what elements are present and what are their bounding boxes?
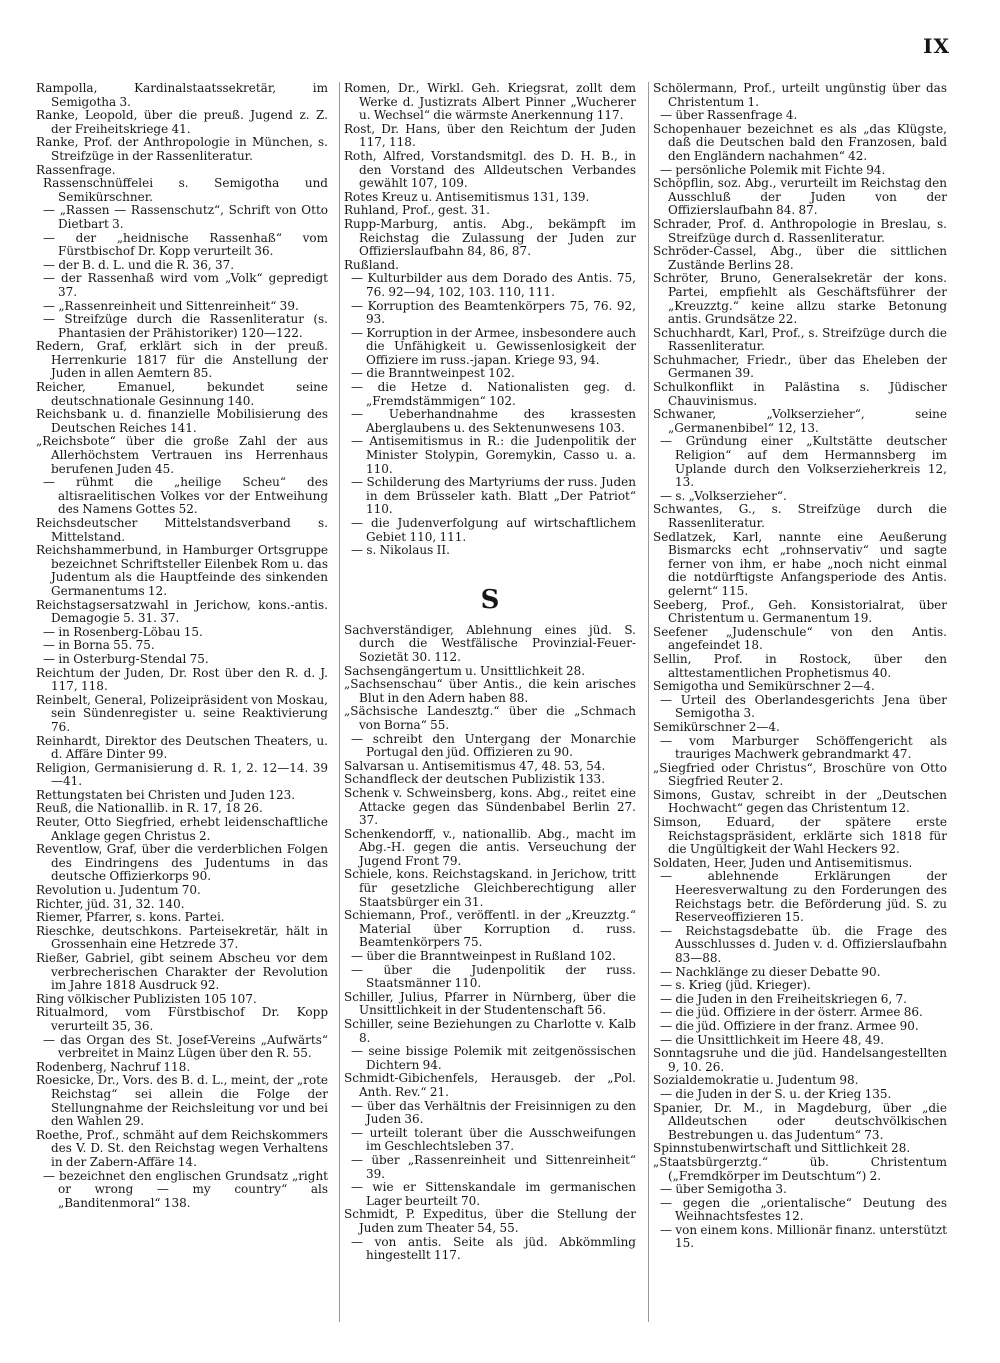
index-entry: Schwantes, G., s. Streifzüge durch die Rassenliteratur. <box>653 502 947 530</box>
index-entry: Reichstagsersatzwahl in Jerichow, kons.-antis. Demagogie 5. 31. 37. <box>36 597 328 626</box>
index-entry: Spanier, Dr. M., in Magdeburg, über „die Alldeutschen oder deutschvölkischen Bestrebungen u. das Judentum“ 73. <box>653 1100 947 1142</box>
index-entry: Schiele, kons. Reichstagskand. in Jerichow, tritt für gesetzliche Gleichberechtigung aller Staatsbürger ein 31. <box>344 867 636 909</box>
index-subentry: — über Semigotha 3. <box>660 1182 787 1197</box>
index-entry: Roth, Alfred, Vorstandsmitgl. des D. H. B., in den Vorstand des Alldeutschen Verbandes gewählt 107, 109. <box>344 148 636 191</box>
index-subentry: — die Hetze d. Nationalisten geg. d. „Fremdstämmigen“ 102. <box>351 380 636 408</box>
index-entry: Roesicke, Dr., Vors. des B. d. L., meint, der „rote Reichstag“ sei allein die Folge der Stellungnahme der Reichsleitung vor und bei den Wahlen 29. <box>36 1073 328 1129</box>
index-subentry: — bezeichnet den englischen Grundsatz „right or wrong — my country“ als „Banditenmoral“ 138. <box>43 1168 328 1210</box>
column-divider <box>648 82 649 1322</box>
index-entry: Reuß, die Nationallib. in R. 17, 18 26. <box>36 801 263 816</box>
index-subentry: — Reichstagsdebatte üb. die Frage des Ausschlusses d. Juden v. d. Offizierslaufbahn 83—88. <box>660 923 947 965</box>
index-column-2 <box>344 82 636 1344</box>
index-entry: Schmidt, P. Expeditus, über die Stellung der Juden zum Theater 54, 55. <box>344 1207 636 1235</box>
index-subentry: — über „Rassenreinheit und Sittenreinheit“ 39. <box>351 1152 636 1181</box>
index-subentry: — die Juden in den Freiheitskriegen 6, 7. <box>660 991 907 1006</box>
section-letter-heading: S <box>480 584 500 615</box>
index-entry: Ruhland, Prof., gest. 31. <box>344 203 490 218</box>
index-entry: Soldaten, Heer, Juden und Antisemitismus. <box>653 855 913 870</box>
index-entry: Reicher, Emanuel, bekundet seine deutschnationale Gesinnung 140. <box>36 380 328 408</box>
index-entry: Riemer, Pfarrer, s. kons. Partei. <box>36 910 225 925</box>
index-subentry: — Streifzüge durch die Rassenliteratur (s. Phantasien der Prähistoriker) 120—122. <box>43 312 328 340</box>
index-entry: Religion, Germanisierung d. R. 1, 2. 12—14. 39—41. <box>36 760 328 789</box>
index-entry: Rotes Kreuz u. Antisemitismus 131, 139. <box>344 189 590 204</box>
index-entry: Sozialdemokratie u. Judentum 98. <box>653 1073 859 1088</box>
index-entry: Reichsbank u. d. finanzielle Mobilisierung des Deutschen Reiches 141. <box>36 407 328 435</box>
index-subentry: — über das Verhältnis der Freisinnigen zu den Juden 36. <box>351 1098 636 1127</box>
index-entry: Seeberg, Prof., Geh. Konsistorialrat, über Christentum u. Germanentum 19. <box>653 597 947 626</box>
index-subentry: — Kulturbilder aus dem Dorado des Antis. 75, 76. 92—94, 102, 103. 110, 111. <box>351 271 636 299</box>
index-subentry: — urteilt tolerant über die Ausschweifungen im Geschlechtsleben 37. <box>351 1125 636 1154</box>
index-entry: Reichtum der Juden, Dr. Rost über den R. d. J. 117, 118. <box>36 665 328 694</box>
index-entry: Schiller, seine Beziehungen zu Charlotte v. Kalb 8. <box>344 1017 636 1045</box>
index-entry: Schröter, Bruno, Generalsekretär der kons. Partei, empfiehlt als Geschäftsführer der „Kreuzztg.“ keine allzu starke Betonung antis. Grundsätze 22. <box>653 271 947 327</box>
index-entry: „Sächsische Landesztg.“ über die „Schmach von Borna“ 55. <box>344 704 636 732</box>
index-subentry: — die jüd. Offiziere in der franz. Armee 90. <box>660 1018 919 1033</box>
index-entry: Reinbelt, General, Polizeipräsident von Moskau, sein Sündenregister u. seine Reaktivierung 76. <box>36 692 328 734</box>
index-subentry: — der „heidnische Rassenhaß“ vom Fürstbischof Dr. Kopp verurteilt 36. <box>43 230 328 259</box>
index-entry: Ranke, Leopold, über die preuß. Jugend z. Z. der Freiheitskriege 41. <box>36 108 328 136</box>
index-subentry: — Antisemitismus in R.: die Judenpolitik der Minister Stolypin, Goremykin, Casso u. a. 110. <box>351 434 636 476</box>
index-subentry: — seine bissige Polemik mit zeitgenössischen Dichtern 94. <box>351 1044 636 1072</box>
index-subentry: — s. Krieg (jüd. Krieger). <box>660 978 811 993</box>
index-subentry: — Gründung einer „Kultstätte deutscher Religion“ auf dem Hermannsberg im Uplande durch den Volkserzieherkreis 12, 13. <box>660 434 947 490</box>
index-column-3 <box>653 82 947 1344</box>
index-entry: Ring völkischer Publizisten 105 107. <box>36 991 257 1006</box>
index-entry: Redern, Graf, erklärt sich in der preuß. Herrenkurie 1817 für die Anstellung der Juden in allen Aemtern 85. <box>36 339 328 381</box>
column-divider <box>339 82 340 1322</box>
index-entry: Richter, jüd. 31, 32. 140. <box>36 896 185 911</box>
index-subentry: — in Rosenberg-Löbau 15. <box>43 624 203 639</box>
index-entry: Rampolla, Kardinalstaatssekretär, im Semigotha 3. <box>36 82 328 109</box>
index-subentry: — „Rassenreinheit und Sittenreinheit“ 39. <box>43 298 299 313</box>
index-entry: Reichsdeutscher Mittelstandsverband s. Mittelstand. <box>36 516 328 544</box>
index-subentry: — Ueberhandnahme des krassesten Aberglaubens u. des Sektenunwesens 103. <box>351 407 636 435</box>
index-subentry: — s. Nikolaus II. <box>351 543 450 558</box>
index-entry: „Siegfried oder Christus“, Broschüre von Otto Siegfried Reuter 2. <box>653 760 947 789</box>
index-subentry: — von antis. Seite als jüd. Abkömmling hingestellt 117. <box>351 1234 636 1263</box>
index-entry: Salvarsan u. Antisemitismus 47, 48. 53, 54. <box>344 758 606 773</box>
index-subentry: — Schilderung des Martyriums der russ. Juden in dem Brüsseler kath. Blatt „Der Patriot“ 110. <box>351 475 636 517</box>
index-subentry: — die Juden in der S. u. der Krieg 135. <box>660 1086 892 1101</box>
index-subentry: — persönliche Polemik mit Fichte 94. <box>660 162 886 177</box>
index-entry: Roethe, Prof., schmäht auf dem Reichskommers des V. D. St. den Reichstag wegen Verhaltens in der Zabern-Affäre 14. <box>36 1127 328 1169</box>
page-number: IX <box>923 34 950 58</box>
index-entry: Schulkonflikt in Palästina s. Jüdischer Chauvinismus. <box>653 380 947 408</box>
index-subentry: — wie er Sittenskandale im germanischen Lager beurteilt 70. <box>351 1180 636 1208</box>
index-subentry: — die jüd. Offiziere in der österr. Armee 86. <box>660 1005 923 1020</box>
index-entry: Simons, Gustav, schreibt in der „Deutschen Hochwacht“ gegen das Christentum 12. <box>653 787 947 816</box>
index-entry: Schenk v. Schweinsberg, kons. Abg., reitet eine Attacke gegen das Sündenbabel Berlin 27. 37. <box>344 785 636 828</box>
index-entry: Rodenberg, Nachruf 118. <box>36 1059 191 1074</box>
index-entry: Schopenhauer bezeichnet es als „das Klügste, daß die Deutschen bald den Franzosen, bald den Engländern nachahmen“ 42. <box>653 121 947 163</box>
index-entry: Schmidt-Gibichenfels, Herausgeb. der „Pol. Anth. Rev.“ 21. <box>344 1071 636 1099</box>
index-entry: Schiemann, Prof., veröffentl. in der „Kreuzztg.“ Material über Korruption d. russ. Beamtenkörpers 75. <box>344 908 636 950</box>
index-entry: Spinnstubenwirtschaft und Sittlichkeit 28. <box>653 1141 911 1156</box>
index-subentry: Rassenschnüffelei s. Semigotha und Semikürschner. <box>43 176 328 204</box>
index-subentry: — rühmt die „heilige Scheu“ des altisraelitischen Volkes vor der Entweihung des Namens Gottes 52. <box>43 475 328 517</box>
index-entry: Sellin, Prof. in Rostock, über den alttestamentlichen Prophetismus 40. <box>653 651 947 680</box>
index-subentry: — Urteil des Oberlandesgerichts Jena über Semigotha 3. <box>660 692 947 721</box>
index-entry: Schröder-Cassel, Abg., über die sittlichen Zustände Berlins 28. <box>653 244 947 272</box>
index-subentry: — Korruption des Beamtenkörpers 75, 76. 92, 93. <box>351 298 636 327</box>
index-subentry: — die Unsittlichkeit im Heere 48, 49. <box>660 1032 885 1047</box>
index-entry: Sonntagsruhe und die jüd. Handelsangestellten 9, 10. 26. <box>653 1046 947 1074</box>
index-entry: Schenkendorff, v., nationallib. Abg., macht im Abg.-H. gegen die antis. Verseuchung der Jugend Front 79. <box>344 826 636 868</box>
index-subentry: — die Branntweinpest 102. <box>351 366 515 381</box>
index-entry: Semigotha und Semikürschner 2—4. <box>653 679 875 694</box>
index-entry: Reventlow, Graf, über die verderblichen Folgen des Eindringens des Judentums in das deutsche Offizierkorps 90. <box>36 842 328 884</box>
index-subentry: — die Judenverfolgung auf wirtschaftlichem Gebiet 110, 111. <box>351 516 636 544</box>
index-subentry: — der B. d. L. und die R. 36, 37. <box>43 257 235 272</box>
index-subentry: — der Rassenhaß wird vom „Volk“ gepredigt 37. <box>43 271 328 299</box>
index-entry: Seefener „Judenschule“ von den Antis. angefeindet 18. <box>653 624 947 653</box>
index-subentry: — in Borna 55. 75. <box>43 638 155 653</box>
index-entry: Schrader, Prof. d. Anthropologie in Breslau, s. Streifzüge durch d. Rassenliteratur. <box>653 216 947 245</box>
index-subentry: — das Organ des St. Josef-Vereins „Aufwärts“ verbreitet in Mainz Lügen über den R. 55. <box>43 1032 328 1061</box>
index-entry: Sachsengängertum u. Unsittlichkeit 28. <box>344 663 586 678</box>
index-entry: Rupp-Marburg, antis. Abg., bekämpft im Reichstag die Zulassung der Juden zur Offizierslaufbahn 84, 86, 87. <box>344 216 636 259</box>
index-entry: Rußland. <box>344 257 399 272</box>
index-entry: Sedlatzek, Karl, nannte eine Aeußerung Bismarcks echt „rohnservativ“ und sagte ferner von ihm, er habe „noch nicht einmal die notdürftigste Anfangsperiode des Antis. gelernt“ 115. <box>653 529 947 598</box>
index-entry: Romen, Dr., Wirkl. Geh. Kriegsrat, zollt dem Werke d. Justizrats Albert Pinner „Wucherer u. Wechsel“ die wärmste Anerkennung 117. <box>344 82 636 123</box>
index-subentry: — über die Judenpolitik der russ. Staatsmänner 110. <box>351 962 636 991</box>
index-entry: Reichshammerbund, in Hamburger Ortsgruppe bezeichnet Schriftsteller Eilenbek Rom u. das Judentum als die Hauptfeinde des sinkenden Germanentums 12. <box>36 543 328 598</box>
index-entry: Rieschke, deutschkons. Parteisekretär, hält in Grossenhain eine Hetzrede 37. <box>36 923 328 952</box>
index-entry: Schuhmacher, Friedr., über das Eheleben der Germanen 39. <box>653 352 947 381</box>
index-entry: Schöpflin, soz. Abg., verurteilt im Reichstag den Ausschluß der Juden von der Offizierslaufbahn 84. 87. <box>653 176 947 218</box>
index-subentry: — vom Marburger Schöffengericht als trauriges Machwerk gebrandmarkt 47. <box>660 733 947 762</box>
index-entry: Ritualmord, vom Fürstbischof Dr. Kopp verurteilt 35, 36. <box>36 1005 328 1033</box>
index-entry: Schiller, Julius, Pfarrer in Nürnberg, über die Unsittlichkeit in der Studentenschaft 56. <box>344 989 636 1018</box>
index-entry: Reuter, Otto Siegfried, erhebt leidenschaftliche Anklage gegen Christus 2. <box>36 815 328 843</box>
index-subentry: — Korruption in der Armee, insbesondere auch die Unfähigkeit u. Gewissenlosigkeit der Offiziere im russ.-japan. Kriege 93, 94. <box>351 325 636 367</box>
index-entry: Schölermann, Prof., urteilt ungünstig über das Christentum 1. <box>653 82 947 109</box>
index-subentry: — über Rassenfrage 4. <box>660 108 798 123</box>
index-subentry: — schreibt den Untergang der Monarchie Portugal den jüd. Offizieren zu 90. <box>351 731 636 760</box>
index-entry: Schandfleck der deutschen Publizistik 133. <box>344 772 606 787</box>
index-subentry: — gegen die „orientalische“ Deutung des Weihnachtsfestes 12. <box>660 1195 947 1224</box>
index-subentry: — „Rassen — Rassenschutz“, Schrift von Otto Dietbart 3. <box>43 203 328 231</box>
index-subentry: — ablehnende Erklärungen der Heeresverwaltung zu den Forderungen des Reichstags betr. die Beförderung jüd. S. zu Reserveoffizieren 15. <box>660 869 947 925</box>
index-entry: Schuchhardt, Karl, Prof., s. Streifzüge durch die Rassenliteratur. <box>653 325 947 354</box>
index-entry: Rettungstaten bei Christen und Juden 123. <box>36 787 296 802</box>
index-entry: Revolution u. Judentum 70. <box>36 883 201 898</box>
index-entry: „Staatsbürgerztg.“ üb. Christentum („Fremdkörper im Deutschtum“) 2. <box>653 1154 947 1183</box>
index-entry: Ranke, Prof. der Anthropologie in München, s. Streifzüge in der Rassenliteratur. <box>36 135 328 163</box>
index-subentry: — s. „Volkserzieher“. <box>660 488 787 503</box>
index-entry: Reinhardt, Direktor des Deutschen Theaters, u. d. Affäre Dinter 99. <box>36 733 328 762</box>
index-subentry: — Nachklänge zu dieser Debatte 90. <box>660 964 881 979</box>
index-entry: Simson, Eduard, der spätere erste Reichstagspräsident, erklärte sich 1818 für die Ungültigkeit der Wahl Heckers 92. <box>653 815 947 857</box>
index-entry: Rassenfrage. <box>36 162 116 177</box>
index-subentry: — von einem kons. Millionär finanz. unterstützt 15. <box>660 1222 947 1251</box>
index-entry: Rost, Dr. Hans, über den Reichtum der Juden 117, 118. <box>344 121 636 150</box>
index-column-1 <box>36 82 328 1344</box>
index-entry: Schwaner, „Volkserzieher“, seine „Germanenbibel“ 12, 13. <box>653 407 947 435</box>
index-entry: „Sachsenschau“ über Antis., die kein arisches Blut in den Adern haben 88. <box>344 677 636 705</box>
index-subentry: — über die Branntweinpest in Rußland 102. <box>351 949 616 964</box>
index-entry: „Reichsbote“ über die große Zahl der aus Allerhöchstem Vertrauen ins Herrenhaus berufenen Juden 45. <box>36 434 328 476</box>
index-subentry: — in Osterburg-Stendal 75. <box>43 651 209 666</box>
index-entry: Rießer, Gabriel, gibt seinem Abscheu vor dem verbrecherischen Charakter der Revolution im Jahre 1818 Ausdruck 92. <box>36 951 328 993</box>
index-entry: Semikürschner 2—4. <box>653 719 780 734</box>
index-entry: Sachverständiger, Ablehnung eines jüd. S. durch die Westfälische Provinzial-Feuer-Sozietät 30. 112. <box>344 622 636 664</box>
